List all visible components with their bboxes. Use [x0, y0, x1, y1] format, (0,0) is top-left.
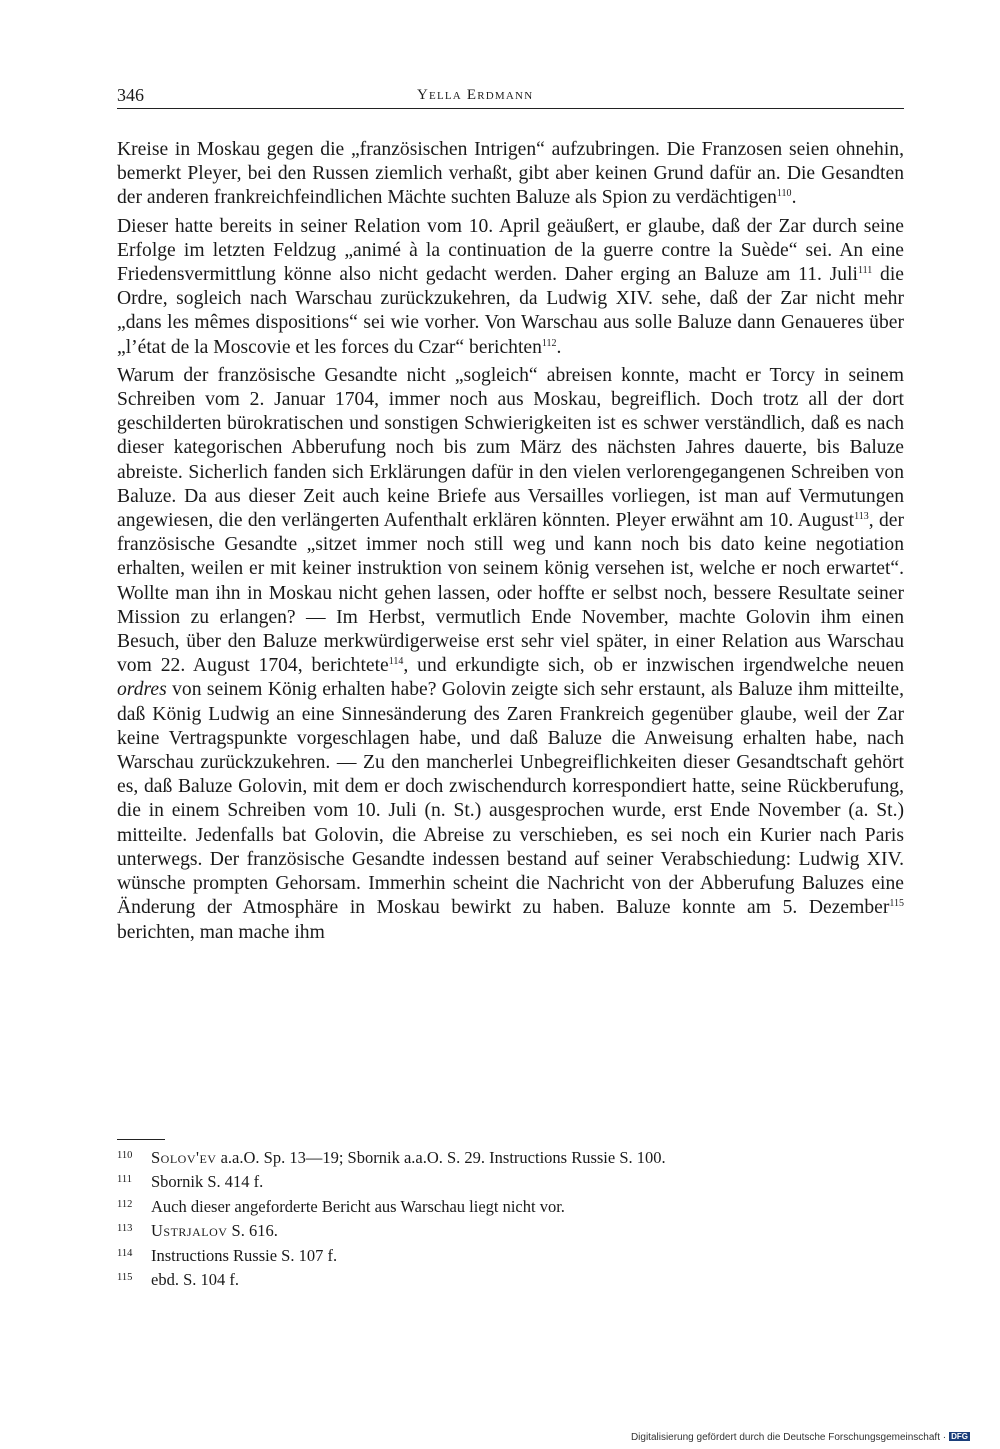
footnote: 115 ebd. S. 104 f.	[117, 1270, 239, 1290]
footnote: 110 Solov'ev a.a.O. Sp. 13—19; Sbornik a.a.O. S. 29. Instructions Russie S. 100.	[117, 1148, 666, 1167]
text-run: Kreise in Moskau gegen die „französischen Intrigen“ aufzubringen. Die Franzosen seien ohnehin, bemerkt Pleyer, bei den Russen ziemlich verhaßt, gibt aber keinen Grund dafür an. Die Gesandten der anderen frankreichfeindlichen Mächte suchten Baluze als Spion zu verdächtigen	[117, 139, 904, 209]
paragraph	[117, 215, 904, 360]
text-run: die Ordre, sogleich nach Warschau zurückzukehren, da Ludwig XIV. sehe, daß der Zar nicht mehr „dans les mêmes dispositions“ sei wie vorher. Von Warschau aus solle Baluze dann Genaueres über „l’état de la Moscovie et les forces du Czar“ berichten	[117, 264, 904, 358]
text-run: ebd. S. 104 f.	[151, 1270, 239, 1290]
italic-text: ordres	[117, 679, 167, 701]
text-run: S. 616.	[227, 1221, 278, 1241]
text-run: .	[791, 187, 797, 209]
footnotes	[117, 1146, 904, 1292]
author-name: Ustrjalov	[151, 1221, 228, 1241]
author-name: Solov'ev	[151, 1148, 217, 1167]
digitization-text: Digitalisierung gefördert durch die Deutsche Forschungsgemeinschaft ·	[630, 1432, 947, 1443]
text-run: Dieser hatte bereits in seiner Relation vom 10. April geäußert, er glaube, daß der Zar durch seine Erfolge im letzten Feldzug „animé à la continuation de la guerre contre la Suède“ sei. An eine Friedensvermittlung könne also nicht gedacht werden. Daher erging an Baluze am 11. Juli	[117, 215, 904, 286]
footnote: 113 Ustrjalov S. 616.	[117, 1221, 278, 1241]
text-run: von seinem König erhalten habe? Golovin zeigte sich sehr erstaunt, als Baluze ihm mitteilte, daß König Ludwig an eine Sinnesänderung des Zaren Frankreich gegenüber glaube, weil der Zar keine Vertragspunkte vorgeschlagen habe, und daß Baluze die Anweisung erhalten habe, nach Warschau zurückzukehren. — Zu den mancherlei Unbegreiflichkeiten dieser Gesandtschaft gehört es, daß Baluze Golovin, mit dem er doch zwischendurch korrespondiert hatte, seine Rückberufung, die in einem Schreiben vom 10. Juli (n. St.) ausgesprochen wurde, erst Ende November (a. St.) mitteilte. Jedenfalls bat Golovin, die Abreise zu verschieben, es sei noch ein Kurier nach Paris unterwegs. Der französische Gesandte indessen bestand auf seiner Verabschiedung: Ludwig XIV. wünsche prompten Gehorsam. Immerhin scheint die Nachricht von der Abberufung Baluzes eine Änderung der Atmosphäre in Moskau bewirkt zu haben. Baluze konnte am 5. Dezember	[117, 679, 904, 919]
footnote-rule	[117, 1139, 165, 1140]
footnote: 111 Sbornik S. 414 f.	[117, 1172, 264, 1192]
page-header	[117, 85, 902, 107]
footnote-ref: 110	[776, 188, 792, 200]
text-run: Sbornik S. 414 f.	[151, 1172, 264, 1192]
text-run: a.a.O. Sp. 13—19; Sbornik a.a.O. S. 29. Instructions Russie S. 100.	[216, 1148, 666, 1167]
text-run: , und erkundigte sich, ob er inzwischen irgendwelche neuen	[403, 655, 904, 677]
dfg-logo: DFG	[951, 1432, 968, 1441]
footnote-ref: 111	[858, 265, 873, 277]
paragraph	[117, 364, 904, 945]
digitization-notice	[631, 1432, 970, 1443]
footnote-ref: 113	[854, 511, 869, 523]
text-run: Instructions Russie S. 107 f.	[151, 1245, 338, 1265]
footnote-ref: 114	[388, 656, 404, 668]
text-run: berichten, man mache ihm	[117, 921, 325, 943]
text-run: Warum der französische Gesandte nicht „sogleich“ abreisen konnte, macht er Torcy in seinem Schreiben vom 2. Januar 1704, immer noch aus Moskau, begreiflich. Doch trotz all der dort geschilderten bürokratischen und sonstigen Schwierigkeiten ist es schwer verständlich, daß es nach dieser kategorischen Abberufung noch bis zum März des nächsten Jahres dauerte, bis Baluze abreiste. Sicherlich fanden sich Erklärungen dafür in den vielen verlorengegangenen Schreiben von Baluze. Da aus dieser Zeit auch keine Briefe aus Versailles vorliegen, ist man auf Vermutungen angewiesen, die den verlängerten Aufenthalt erklären könnten. Pleyer erwähnt am 10. August	[117, 364, 904, 532]
text-run: Auch dieser angeforderte Bericht aus Warschau liegt nicht vor.	[151, 1196, 565, 1216]
text-run: .	[556, 336, 562, 358]
footnote-ref: 112	[541, 337, 557, 349]
running-head: Yella Erdmann	[417, 87, 534, 103]
footnote-ref: 115	[889, 898, 904, 910]
footnote: 112 Auch dieser angeforderte Bericht aus Warschau liegt nicht vor.	[117, 1196, 565, 1216]
paragraph	[117, 138, 904, 211]
footnote: 114 Instructions Russie S. 107 f.	[117, 1245, 338, 1265]
text-run: , der französische Gesandte „sitzet immer noch still weg und kann noch bis dato keine negotiation erhalten, weilen er mit keiner instruktion von seinem könig versehen ist, welche er noch erwartet“. Wollte man ihn in Moskau nicht gehen lassen, oder hoffte er selbst noch, bessere Resultate seiner Mission zu erlangen? — Im Herbst, vermutlich Ende November, machte Golovin ihm einen Besuch, über den Baluze merkwürdigerweise erst sehr viel später, in einer Relation aus Warschau vom 22. August 1704, berichtete	[117, 510, 904, 677]
page-number: 346	[117, 85, 144, 105]
body-text	[117, 138, 904, 949]
header-rule	[117, 108, 904, 109]
